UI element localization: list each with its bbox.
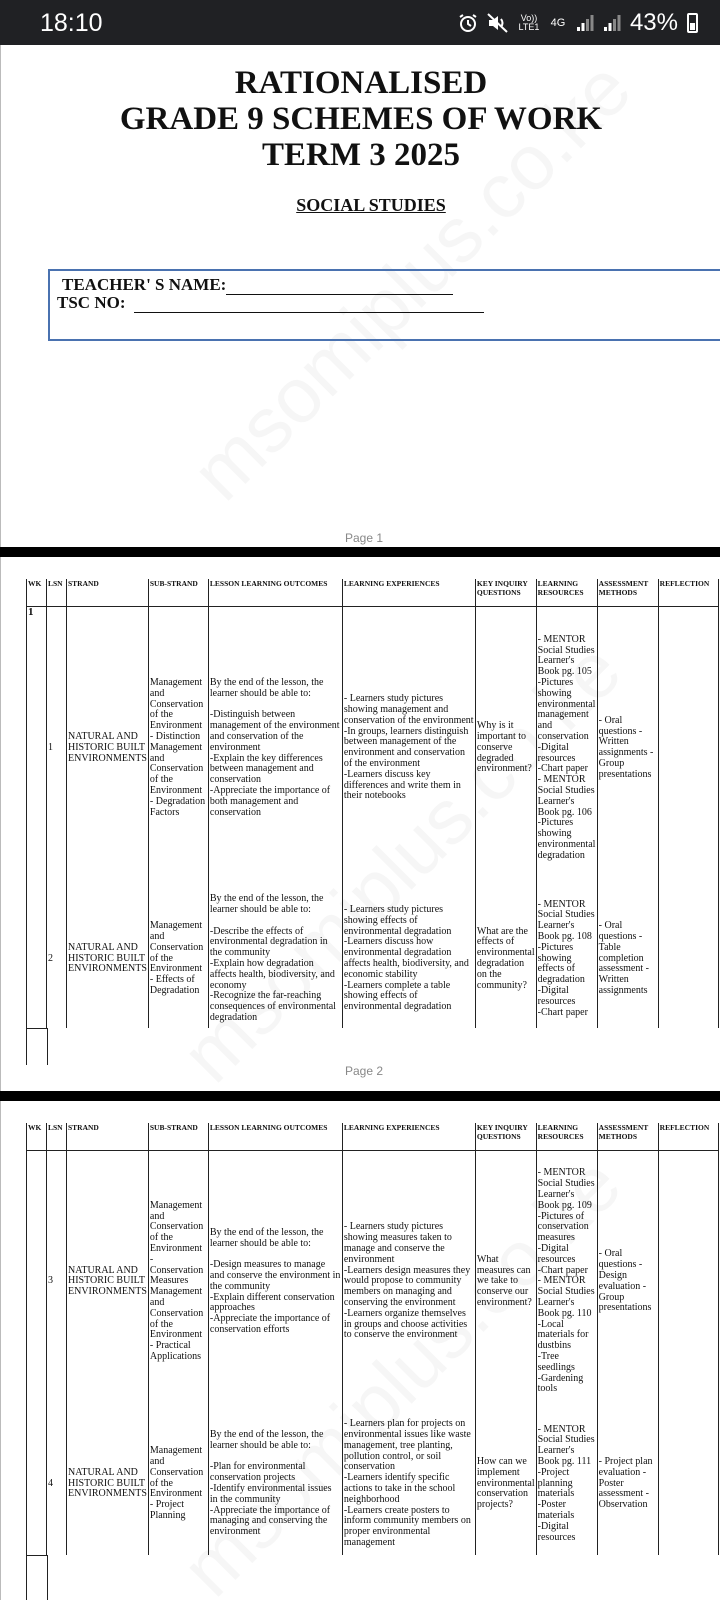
header-lsn: LSN xyxy=(47,1123,67,1150)
doc-title-line-3: TERM 3 2025 xyxy=(262,137,460,173)
header-reflection: REFLECTION xyxy=(658,1123,718,1150)
strand-cell: NATURAL AND HISTORIC BUILT ENVIRONMENTS xyxy=(67,1150,149,1413)
lsn-cell: 3 xyxy=(47,1150,67,1413)
page-1 xyxy=(0,45,720,547)
header-resources: LEARNING RESOURCES xyxy=(536,579,597,606)
header-experiences: LEARNING EXPERIENCES xyxy=(342,579,475,606)
doc-title-line-2: GRADE 9 SCHEMES OF WORK xyxy=(119,101,603,137)
status-icons xyxy=(458,9,698,37)
table-header-row xyxy=(27,1123,719,1150)
table-row xyxy=(27,1150,719,1413)
assessment-cell: - Project plan evaluation - Poster assessment - Observation xyxy=(597,1413,658,1555)
lsn-cell: 2 xyxy=(47,890,67,1028)
week-cell xyxy=(27,890,47,1028)
teacher-info-box xyxy=(48,269,720,341)
sub-strand-cell: Management and Conservation of the Environment - Project Planning xyxy=(148,1413,208,1555)
reflection-cell xyxy=(658,1413,718,1555)
lsn-cell: 1 xyxy=(47,606,67,890)
outcomes-cell: By the end of the lesson, the learner should be able to: -Describe the effects of environmental degradation in the community -Explain how degradation affects health, biodiversity, and economy -Recognize the far-reaching consequences of environmental degradation xyxy=(208,890,342,1028)
header-assessment: ASSESSMENT METHODS xyxy=(597,579,658,606)
table-row xyxy=(27,606,719,890)
signal-icon xyxy=(576,14,594,32)
page-separator xyxy=(0,547,720,557)
volte-label: Vo)) LTE1 xyxy=(518,13,540,32)
experiences-cell: - Learners plan for projects on environmental issues like waste management, tree planting, pollution control, or soil conservation -Learners identify specific actions to take in the school neighborhood -Learners create posters to inform community members on proper environmental management xyxy=(342,1413,475,1555)
week-cell xyxy=(27,1413,47,1555)
resources-cell: - MENTOR Social Studies Learner's Book pg. 109 -Pictures of conservation measures -Digital resources -Chart paper - MENTOR Social Studies Learner's Book pg. 110 -Local materials for dustbins -Tree seedlings -Gardening tools xyxy=(536,1150,597,1413)
week-cell xyxy=(27,1150,47,1413)
kiq-cell: How can we implement environmental conservation projects? xyxy=(475,1413,536,1555)
outcomes-cell: By the end of the lesson, the learner should be able to: -Design measures to manage and conserve the environment in the community -Explain different conservation approaches -Appreciate the importance of conservation efforts xyxy=(208,1150,342,1413)
mute-icon xyxy=(487,13,509,33)
status-bar xyxy=(0,0,720,45)
header-sub-strand: SUB-STRAND xyxy=(148,1123,208,1150)
header-experiences: LEARNING EXPERIENCES xyxy=(342,1123,475,1150)
lsn-cell: 4 xyxy=(47,1413,67,1555)
page-separator xyxy=(0,1091,720,1101)
table-row xyxy=(27,1413,719,1555)
status-time: 18:10 xyxy=(40,9,103,37)
reflection-cell xyxy=(658,606,718,890)
reflection-cell xyxy=(658,1150,718,1413)
reflection-cell xyxy=(658,890,718,1028)
kiq-cell: Why is it important to conserve degraded environment? xyxy=(475,606,536,890)
header-reflection: REFLECTION xyxy=(658,579,718,606)
network-type-label: 4G xyxy=(550,16,566,29)
header-sub-strand: SUB-STRAND xyxy=(148,579,208,606)
header-kiq: KEY INQUIRY QUESTIONS xyxy=(475,1123,536,1150)
schemes-table xyxy=(26,579,719,1028)
header-resources: LEARNING RESOURCES xyxy=(536,1123,597,1150)
sub-strand-cell: Management and Conservation of the Environment - Effects of Degradation xyxy=(148,890,208,1028)
signal-icon-2 xyxy=(603,14,621,32)
header-strand: STRAND xyxy=(67,579,149,606)
doc-title-line-1: RATIONALISED xyxy=(234,65,488,101)
teacher-name-label: TEACHER' S NAME: xyxy=(62,275,227,294)
header-wk: WK xyxy=(27,1123,47,1150)
resources-cell: - MENTOR Social Studies Learner's Book pg. 105 -Pictures showing environmental management and conservation -Digital resources -Chart paper - MENTOR Social Studies Learner's Book pg. 106 -Pictures showing environmental degradation xyxy=(536,606,597,890)
kiq-cell: What measures can we take to conserve our environment? xyxy=(475,1150,536,1413)
page-number-1: Page 1 xyxy=(344,531,384,545)
page-number-2: Page 2 xyxy=(344,1064,384,1078)
outcomes-cell: By the end of the lesson, the learner should be able to: -Plan for environmental conservation projects -Identify environmental issues in the community -Appreciate the importance of managing and conserving the environment xyxy=(208,1413,342,1555)
experiences-cell: - Learners study pictures showing effects of environmental degradation -Learners discuss how environmental degradation affects health, biodiversity, and economic stability -Learners complete a table showing effects of environmental degradation xyxy=(342,890,475,1028)
sub-strand-cell: Management and Conservation of the Environment - Distinction Management and Conservation of the Environment - Degradation Factors xyxy=(148,606,208,890)
week-number: 1 xyxy=(28,606,34,618)
table-row xyxy=(27,890,719,1028)
experiences-cell: - Learners study pictures showing measures taken to manage and conserve the environment -Learners design measures they would propose to community members on managing and conserving the environment -Learners organize themselves in groups and choose activities to conserve the environment xyxy=(342,1150,475,1413)
page-2-left-rule xyxy=(26,1028,48,1065)
table-header-row xyxy=(27,579,719,606)
header-strand: STRAND xyxy=(67,1123,149,1150)
battery-percent: 43% xyxy=(629,9,678,36)
page-3 xyxy=(0,1101,720,1600)
strand-cell: NATURAL AND HISTORIC BUILT ENVIRONMENTS xyxy=(67,606,149,890)
assessment-cell: - Oral questions - Table completion assessment - Written assignments xyxy=(597,890,658,1028)
schemes-table xyxy=(26,1123,719,1555)
alarm-icon xyxy=(458,13,478,33)
header-outcomes: LESSON LEARNING OUTCOMES xyxy=(208,579,342,606)
header-wk: WK xyxy=(27,579,47,606)
battery-icon xyxy=(687,13,698,33)
strand-cell: NATURAL AND HISTORIC BUILT ENVIRONMENTS xyxy=(67,890,149,1028)
doc-subject: SOCIAL STUDIES xyxy=(296,195,446,215)
header-kiq: KEY INQUIRY QUESTIONS xyxy=(475,579,536,606)
header-outcomes: LESSON LEARNING OUTCOMES xyxy=(208,1123,342,1150)
page-3-left-rule xyxy=(26,1555,48,1600)
teacher-name-row xyxy=(62,275,453,295)
kiq-cell: What are the effects of environmental degradation on the community? xyxy=(475,890,536,1028)
week-cell xyxy=(27,606,47,890)
tsc-no-label: TSC NO: xyxy=(57,293,126,312)
experiences-cell: - Learners study pictures showing management and conservation of the environment -In groups, learners distinguish between management of the environment and conservation of the environment -Learners discuss key differences and write them in their notebooks xyxy=(342,606,475,890)
strand-cell: NATURAL AND HISTORIC BUILT ENVIRONMENTS xyxy=(67,1413,149,1555)
resources-cell: - MENTOR Social Studies Learner's Book pg. 111 -Project planning materials -Poster materials -Digital resources xyxy=(536,1413,597,1555)
assessment-cell: - Oral questions - Written assignments -Group presentations xyxy=(597,606,658,890)
assessment-cell: - Oral questions - Design evaluation - Group presentations xyxy=(597,1150,658,1413)
header-lsn: LSN xyxy=(47,579,67,606)
page-2 xyxy=(0,557,720,1091)
sub-strand-cell: Management and Conservation of the Environment - Conservation Measures Management and Conservation of the Environment - Practical Applications xyxy=(148,1150,208,1413)
resources-cell: - MENTOR Social Studies Learner's Book pg. 108 -Pictures showing effects of degradation -Digital resources -Chart paper xyxy=(536,890,597,1028)
header-assessment: ASSESSMENT METHODS xyxy=(597,1123,658,1150)
tsc-no-blank xyxy=(134,297,484,313)
tsc-no-row xyxy=(57,293,484,313)
outcomes-cell: By the end of the lesson, the learner should be able to: -Distinguish between management of the environment and conservation of the environment -Explain the key differences between management and conservation -Appreciate the importance of both management and conservation xyxy=(208,606,342,890)
